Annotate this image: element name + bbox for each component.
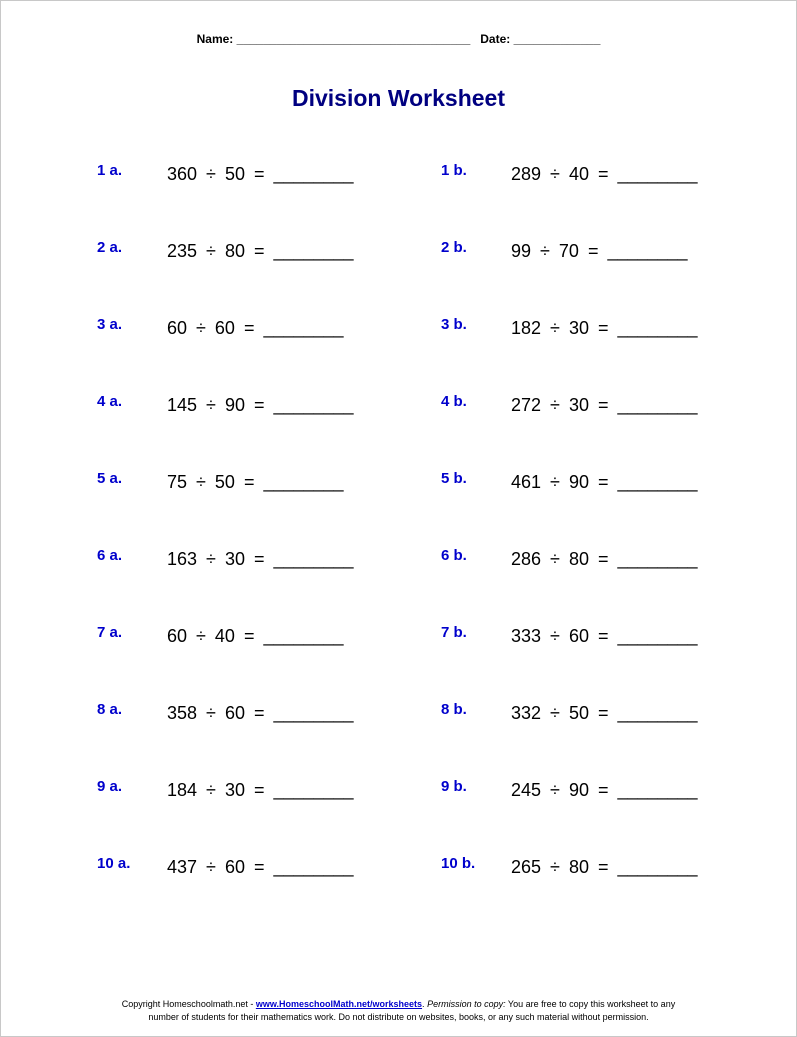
answer-blank: ________ <box>273 549 354 569</box>
problem-expression <box>167 857 354 878</box>
problem-1b <box>441 162 698 192</box>
dividend: 245 <box>511 780 542 800</box>
equals-sign: = <box>253 241 265 261</box>
problem-1a <box>97 162 354 192</box>
page-title: Division Worksheet <box>291 85 506 111</box>
divisor: 90 <box>568 780 589 800</box>
divisor: 50 <box>568 703 589 723</box>
equals-sign: = <box>597 164 609 184</box>
equals-sign: = <box>597 318 609 338</box>
divisor: 60 <box>214 318 235 338</box>
problem-expression <box>167 703 354 724</box>
problem-9b <box>441 778 698 808</box>
problem-8a <box>97 701 354 731</box>
problem-expression <box>167 164 354 185</box>
equals-sign: = <box>243 318 255 338</box>
answer-blank: ________ <box>617 318 698 338</box>
problem-10b <box>441 855 698 885</box>
answer-blank: ________ <box>263 472 344 492</box>
dividend: 145 <box>167 395 198 415</box>
answer-blank: ________ <box>617 549 698 569</box>
problem-label: 7 b. <box>441 624 467 641</box>
problem-label: 1 b. <box>441 162 467 179</box>
equals-sign: = <box>253 549 265 569</box>
problem-label: 6 b. <box>441 547 467 564</box>
divide-sign: ÷ <box>550 472 560 492</box>
link-punct: . <box>422 999 428 1009</box>
permission-label: Permission to copy: <box>427 999 506 1009</box>
equals-sign: = <box>587 241 599 261</box>
problem-expression <box>167 241 354 262</box>
dividend: 265 <box>511 857 542 877</box>
divide-sign: ÷ <box>550 549 560 569</box>
problem-label: 3 a. <box>97 316 123 333</box>
divisor: 90 <box>224 395 245 415</box>
equals-sign: = <box>243 472 255 492</box>
divisor: 40 <box>568 164 589 184</box>
divisor: 60 <box>224 703 245 723</box>
dividend: 437 <box>167 857 198 877</box>
problem-expression <box>511 241 688 262</box>
equals-sign: = <box>597 395 609 415</box>
divisor: 40 <box>214 626 235 646</box>
problem-label: 2 b. <box>441 239 467 256</box>
divide-sign: ÷ <box>550 780 560 800</box>
problem-2a <box>97 239 354 269</box>
divisor: 30 <box>224 549 245 569</box>
dividend: 75 <box>167 472 188 492</box>
problem-10a <box>97 855 354 885</box>
problem-5a <box>97 470 344 500</box>
answer-blank: ________ <box>263 318 344 338</box>
problem-label: 7 a. <box>97 624 123 641</box>
dividend: 332 <box>511 703 542 723</box>
problem-expression <box>167 780 354 801</box>
problem-4a <box>97 393 354 423</box>
equals-sign: = <box>597 472 609 492</box>
dividend: 235 <box>167 241 198 261</box>
problem-label: 10 b. <box>441 855 476 872</box>
problem-label: 4 a. <box>97 393 123 410</box>
dividend: 182 <box>511 318 542 338</box>
problem-2b <box>441 239 688 269</box>
divide-sign: ÷ <box>550 395 560 415</box>
name-blank: ___________________________________ <box>236 32 471 46</box>
equals-sign: = <box>243 626 255 646</box>
equals-sign: = <box>253 164 265 184</box>
divide-sign: ÷ <box>550 164 560 184</box>
divisor: 80 <box>568 857 589 877</box>
copyright-footer <box>1 998 796 1024</box>
equals-sign: = <box>597 780 609 800</box>
problem-7a <box>97 624 344 654</box>
equals-sign: = <box>597 626 609 646</box>
divide-sign: ÷ <box>540 241 550 261</box>
dividend: 333 <box>511 626 542 646</box>
answer-blank: ________ <box>617 626 698 646</box>
answer-blank: ________ <box>263 626 344 646</box>
divisor: 30 <box>224 780 245 800</box>
answer-blank: ________ <box>273 703 354 723</box>
problem-9a <box>97 778 354 808</box>
problem-expression <box>167 626 344 647</box>
answer-blank: ________ <box>617 857 698 877</box>
answer-blank: ________ <box>617 703 698 723</box>
copyright-text: Copyright Homeschoolmath.net - <box>121 999 256 1009</box>
name-date-header <box>1 32 796 46</box>
answer-blank: ________ <box>273 241 354 261</box>
problem-8b <box>441 701 698 731</box>
answer-blank: ________ <box>617 780 698 800</box>
problem-4b <box>441 393 698 423</box>
divide-sign: ÷ <box>206 164 216 184</box>
answer-blank: ________ <box>273 780 354 800</box>
problem-label: 8 a. <box>97 701 123 718</box>
dividend: 360 <box>167 164 198 184</box>
dividend: 184 <box>167 780 198 800</box>
problem-expression <box>511 780 698 801</box>
problem-label: 9 b. <box>441 778 467 795</box>
answer-blank: ________ <box>273 164 354 184</box>
divide-sign: ÷ <box>550 857 560 877</box>
dividend: 60 <box>167 626 188 646</box>
divide-sign: ÷ <box>196 472 206 492</box>
name-label: Name: <box>196 32 234 46</box>
footer-line-1 <box>1 998 796 1011</box>
divisor: 50 <box>214 472 235 492</box>
divide-sign: ÷ <box>206 549 216 569</box>
problem-expression <box>511 626 698 647</box>
dividend: 99 <box>511 241 532 261</box>
divisor: 60 <box>568 626 589 646</box>
problem-expression <box>167 395 354 416</box>
dividend: 286 <box>511 549 542 569</box>
divide-sign: ÷ <box>196 318 206 338</box>
answer-blank: ________ <box>607 241 688 261</box>
problem-expression <box>511 703 698 724</box>
worksheets-link[interactable]: www.HomeschoolMath.net/worksheets <box>255 999 423 1009</box>
divide-sign: ÷ <box>550 318 560 338</box>
problem-expression <box>167 549 354 570</box>
problem-expression <box>511 164 698 185</box>
equals-sign: = <box>253 395 265 415</box>
problem-7b <box>441 624 698 654</box>
problem-expression <box>511 395 698 416</box>
answer-blank: ________ <box>617 472 698 492</box>
answer-blank: ________ <box>273 857 354 877</box>
dividend: 358 <box>167 703 198 723</box>
problem-label: 9 a. <box>97 778 123 795</box>
equals-sign: = <box>253 857 265 877</box>
divisor: 60 <box>224 857 245 877</box>
problem-label: 6 a. <box>97 547 123 564</box>
problem-label: 2 a. <box>97 239 123 256</box>
divisor: 80 <box>224 241 245 261</box>
problem-label: 5 b. <box>441 470 467 487</box>
divide-sign: ÷ <box>206 395 216 415</box>
problem-label: 10 a. <box>97 855 131 872</box>
divide-sign: ÷ <box>206 780 216 800</box>
divide-sign: ÷ <box>206 857 216 877</box>
problem-5b <box>441 470 698 500</box>
date-label: Date: <box>480 32 511 46</box>
problem-6a <box>97 547 354 577</box>
divide-sign: ÷ <box>206 241 216 261</box>
problem-expression <box>167 472 344 493</box>
dividend: 60 <box>167 318 188 338</box>
problem-6b <box>441 547 698 577</box>
divide-sign: ÷ <box>550 626 560 646</box>
problem-label: 1 a. <box>97 162 123 179</box>
divide-sign: ÷ <box>196 626 206 646</box>
equals-sign: = <box>597 549 609 569</box>
problem-expression <box>511 318 698 339</box>
divisor: 30 <box>568 395 589 415</box>
answer-blank: ________ <box>617 395 698 415</box>
divisor: 90 <box>568 472 589 492</box>
date-blank: _____________ <box>513 32 601 46</box>
divisor: 30 <box>568 318 589 338</box>
problem-label: 3 b. <box>441 316 467 333</box>
footer-line-2: number of students for their mathematics work. Do not distribute on websites, books, or any such material without permission. <box>148 1012 649 1022</box>
divisor: 50 <box>224 164 245 184</box>
equals-sign: = <box>253 780 265 800</box>
problem-expression <box>511 472 698 493</box>
permission-text: You are free to copy this worksheet to any <box>505 999 676 1009</box>
divisor: 80 <box>568 549 589 569</box>
dividend: 461 <box>511 472 542 492</box>
answer-blank: ________ <box>273 395 354 415</box>
dividend: 272 <box>511 395 542 415</box>
dividend: 163 <box>167 549 198 569</box>
equals-sign: = <box>597 857 609 877</box>
problem-3a <box>97 316 344 346</box>
problem-label: 8 b. <box>441 701 467 718</box>
problem-expression <box>167 318 344 339</box>
equals-sign: = <box>597 703 609 723</box>
equals-sign: = <box>253 703 265 723</box>
problem-label: 5 a. <box>97 470 123 487</box>
divide-sign: ÷ <box>550 703 560 723</box>
divisor: 70 <box>558 241 579 261</box>
dividend: 289 <box>511 164 542 184</box>
answer-blank: ________ <box>617 164 698 184</box>
problem-label: 4 b. <box>441 393 467 410</box>
problem-3b <box>441 316 698 346</box>
divide-sign: ÷ <box>206 703 216 723</box>
problem-expression <box>511 549 698 570</box>
problem-expression <box>511 857 698 878</box>
